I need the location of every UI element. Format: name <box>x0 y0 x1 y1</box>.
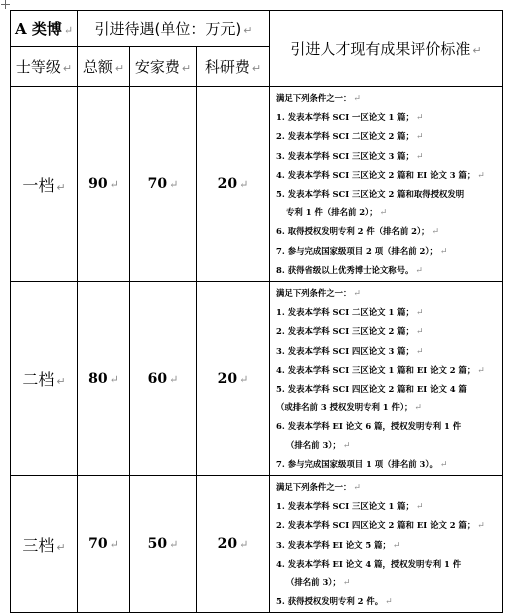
criteria-line: （排名前 3）； ↵ <box>286 577 351 589</box>
criteria-line: （排名前 3）； ↵ <box>286 439 351 451</box>
criteria-text: 5. 获得授权发明专利 2 件。 <box>276 596 384 607</box>
total-header: 总额 ↵ <box>78 47 130 87</box>
total-header-text: 总额 <box>82 58 113 76</box>
grade-cell: 二档 ↵ <box>11 282 78 476</box>
criteria-text: 满足下列条件之一： <box>276 93 352 103</box>
grade-text: 三档 <box>22 535 55 555</box>
research-value: 20 <box>217 176 238 193</box>
total-value: 70 <box>88 536 108 553</box>
criteria-text: 3. 发表本学科 EI 论文 5 篇； <box>276 539 391 550</box>
total-value: 80 <box>88 370 108 387</box>
housing-cell: 70 ↵ <box>130 87 197 282</box>
criteria-line <box>276 417 498 435</box>
treatment-header-text: 引进待遇(单位：万元) <box>94 20 242 38</box>
criteria-cell <box>270 282 503 476</box>
total-value: 90 <box>88 176 108 193</box>
criteria-text: 4. 发表本学科 EI 论文 4 篇，授权发明专利 1 件 <box>276 558 462 569</box>
grade-cell: 一档 ↵ <box>11 87 78 282</box>
housing-value: 60 <box>147 370 168 387</box>
criteria-text: 3. 发表本学科 SCI 四区论文 3 篇； <box>276 345 414 356</box>
criteria-line: 3. 发表本学科 EI 论文 5 篇； ↵ <box>276 539 401 551</box>
criteria-header: 引进人才现有成果评价标准 ↵ <box>270 11 503 87</box>
criteria-line: 1. 发表本学科 SCI 三区论文 1 篇； ↵ <box>276 501 424 513</box>
criteria-text: 5. 发表本学科 SCI 四区论文 2 篇和 EI 论文 4 篇 <box>276 384 467 395</box>
criteria-line: 2. 发表本学科 SCI 二区论文 2 篇； ↵ <box>276 131 424 143</box>
housing-cell: 50 ↵ <box>130 476 197 613</box>
criteria-line: 满足下列条件之一： ↵ <box>276 288 361 300</box>
criteria-line: 3. 发表本学科 SCI 四区论文 3 篇； ↵ <box>276 345 424 357</box>
grade-text: 二档 <box>22 370 55 390</box>
criteria-line: 7. 参与完成国家级项目 2 项（排名前 2）； ↵ <box>276 245 448 257</box>
criteria-line: 4. 发表本学科 SCI 三区论文 1 篇和 EI 论文 2 篇； ↵ <box>276 364 485 376</box>
criteria-text: 2. 发表本学科 SCI 三区论文 2 篇； <box>276 326 414 337</box>
criteria-text: 专利 1 件（排名前 2）； <box>286 207 378 218</box>
table-row <box>11 282 503 476</box>
research-cell: 20 ↵ <box>197 87 270 282</box>
criteria-text: （或排名前 3 授权发明专利 1 件）； <box>276 402 413 413</box>
talent-treatment-table <box>10 10 503 613</box>
table-row <box>11 87 503 282</box>
criteria-line: 1. 发表本学科 SCI 二区论文 1 篇； ↵ <box>276 307 424 319</box>
research-header: 科研费 ↵ <box>197 47 270 87</box>
criteria-text: 4. 发表本学科 SCI 三区论文 2 篇和 EI 论文 3 篇； <box>276 169 476 180</box>
criteria-text: 8. 获得省级以上优秀博士论文称号。 <box>276 264 414 275</box>
housing-header: 安家费 ↵ <box>130 47 197 87</box>
criteria-text: 2. 发表本学科 SCI 二区论文 2 篇； <box>276 131 414 142</box>
criteria-text: 6. 取得授权发明专利 2 件（排名前 2）； <box>276 226 430 237</box>
criteria-text: 4. 发表本学科 SCI 三区论文 1 篇和 EI 论文 2 篇； <box>276 364 476 375</box>
research-value: 20 <box>217 536 238 553</box>
research-header-text: 科研费 <box>204 58 250 76</box>
category-header-line2-text: 士等级 <box>15 58 61 76</box>
criteria-text: 5. 发表本学科 SCI 三区论文 2 篇和取得授权发明 <box>276 189 465 200</box>
category-header-line2: 士等级 ↵ <box>11 47 78 87</box>
category-header-line1-text: A 类博 <box>14 20 62 38</box>
housing-value: 70 <box>147 176 168 193</box>
criteria-text: 1. 发表本学科 SCI 三区论文 1 篇； <box>276 501 414 512</box>
criteria-text: 1. 发表本学科 SCI 二区论文 1 篇； <box>276 307 414 318</box>
criteria-line: 4. 发表本学科 SCI 三区论文 2 篇和 EI 论文 3 篇； ↵ <box>276 169 485 181</box>
grade-cell: 三档 ↵ <box>11 476 78 613</box>
criteria-line: 2. 发表本学科 SCI 四区论文 2 篇和 EI 论文 2 篇； ↵ <box>276 520 485 532</box>
research-cell: 20 ↵ <box>197 476 270 613</box>
research-value: 20 <box>217 370 238 387</box>
criteria-line: 5. 获得授权发明专利 2 件。 ↵ <box>276 596 393 608</box>
table-move-handle-icon[interactable] <box>1 0 10 9</box>
criteria-line: 2. 发表本学科 SCI 三区论文 2 篇； ↵ <box>276 326 424 338</box>
criteria-header-text: 引进人才现有成果评价标准 <box>290 40 471 58</box>
grade-text: 一档 <box>22 175 55 195</box>
criteria-text: 1. 发表本学科 SCI 一区论文 1 篇； <box>276 112 414 123</box>
criteria-cell <box>270 87 503 282</box>
housing-header-text: 安家费 <box>134 58 180 76</box>
criteria-text: 7. 参与完成国家级项目 2 项（排名前 2）； <box>276 245 438 256</box>
criteria-line <box>276 380 498 398</box>
criteria-text: 3. 发表本学科 SCI 三区论文 3 篇； <box>276 150 414 161</box>
criteria-line: 8. 获得省级以上优秀博士论文称号。 ↵ <box>276 264 423 276</box>
criteria-line: 满足下列条件之一： ↵ <box>276 482 361 494</box>
criteria-text: 7. 参与完成国家级项目 1 项（排名前 3）。 <box>276 458 438 469</box>
total-cell: 70 ↵ <box>78 476 130 613</box>
criteria-line: 6. 取得授权发明专利 2 件（排名前 2）； ↵ <box>276 226 440 238</box>
housing-cell: 60 ↵ <box>130 282 197 476</box>
criteria-line <box>276 185 498 203</box>
research-cell: 20 ↵ <box>197 282 270 476</box>
criteria-line: 7. 参与完成国家级项目 1 项（排名前 3）。 ↵ <box>276 458 448 470</box>
housing-value: 50 <box>147 536 168 553</box>
criteria-text: 满足下列条件之一： <box>276 288 352 299</box>
criteria-text: 6. 发表本学科 EI 论文 6 篇，授权发明专利 1 件 <box>276 421 462 432</box>
criteria-text: 2. 发表本学科 SCI 四区论文 2 篇和 EI 论文 2 篇； <box>276 520 476 531</box>
total-cell: 80 ↵ <box>78 282 130 476</box>
treatment-header: 引进待遇(单位：万元) ↵ <box>78 11 270 47</box>
total-cell: 90 ↵ <box>78 87 130 282</box>
criteria-line: （或排名前 3 授权发明专利 1 件）； ↵ <box>276 402 422 414</box>
category-header-line1: A 类博 ↵ <box>11 11 78 47</box>
criteria-cell <box>270 476 503 613</box>
criteria-line: 3. 发表本学科 SCI 三区论文 3 篇； ↵ <box>276 150 424 162</box>
criteria-text: （排名前 3）； <box>286 577 341 588</box>
criteria-line: 1. 发表本学科 SCI 一区论文 1 篇； ↵ <box>276 112 424 124</box>
criteria-line <box>276 555 498 573</box>
criteria-text: （排名前 3）； <box>286 439 341 450</box>
table-row <box>11 476 503 613</box>
criteria-text: 满足下列条件之一： <box>276 482 352 493</box>
criteria-line: 专利 1 件（排名前 2）； ↵ <box>286 207 388 219</box>
criteria-line: 满足下列条件之一： ↵ <box>276 93 361 104</box>
